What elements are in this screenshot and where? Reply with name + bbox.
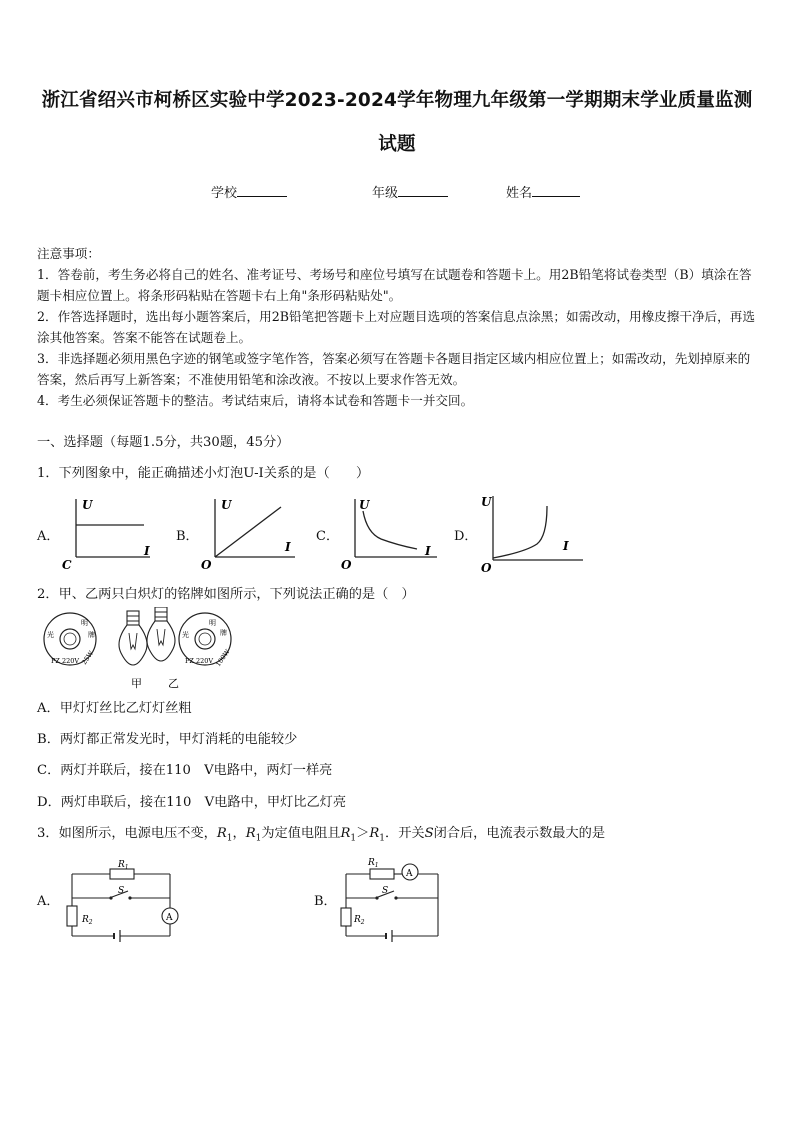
- question-1-stem: 1．下列图象中，能正确描述小灯泡U-I关系的是（ ）: [37, 466, 370, 481]
- notes-item: 2．作答选择题时，选出每小题答案后，用2B铅笔把答题卡上对应题目选项的答案信息点涂黑；如需改动，用橡皮擦干净后，再选涂其他答案。答案不能答在试题卷上。: [37, 309, 755, 345]
- resistor-r1: [370, 869, 394, 879]
- brand-right: 牌: [220, 629, 227, 637]
- lamp-a-nameplate: [44, 613, 96, 666]
- x-label: I: [425, 544, 431, 558]
- q3-circuit-a[interactable]: [62, 850, 186, 946]
- brand-right: 牌: [88, 631, 95, 639]
- y-label: U: [221, 498, 232, 512]
- q1-option-b-letter[interactable]: B．: [176, 529, 199, 544]
- lamp-b-label: 乙: [168, 677, 179, 690]
- y-label: U: [82, 498, 93, 512]
- q1-graph-d[interactable]: [475, 492, 587, 574]
- notes-item: 4．考生必须保证答题卡的整洁。考试结束后，请将本试卷和答题卡一并交回。: [37, 393, 474, 408]
- decreasing-curve: [363, 511, 417, 549]
- q2-option-b[interactable]: B．两灯都正常发光时，甲灯消耗的电能较少: [37, 732, 298, 747]
- notes-item: 1．答卷前，考生务必将自己的姓名、准考证号、考场号和座位号填写在试题卷和答题卡上。用2B铅笔将试卷类型（B）填涂在答题卡相应位置上。将条形码粘贴在答题卡右上角"条形码粘贴处"。: [37, 267, 752, 303]
- origin-label: O: [341, 558, 352, 571]
- section-heading: 一、选择题（每题1.5分，共30题，45分）: [37, 435, 290, 450]
- notes-item: 3．非选择题必须用黑色字迹的钢笔或签字笔作答，答案必须写在答题卡各题目指定区域内相应位置上；如需改动，先划掉原来的答案，然后再写上新答案；不准使用铅笔和涂改液。不按以上要求作答无效。: [37, 351, 751, 387]
- question-2-stem: 2．甲、乙两只白炽灯的铭牌如图所示，下列说法正确的是（ ）: [37, 587, 415, 602]
- q3-option-b-letter[interactable]: B．: [314, 894, 337, 909]
- increasing-curve: [493, 506, 547, 558]
- r1-label: $R_1$: [118, 860, 129, 871]
- x-label: I: [285, 540, 291, 554]
- x-label: I: [144, 544, 150, 558]
- q3-option-a-letter[interactable]: A．: [37, 894, 60, 909]
- r1-label: $R_1$: [368, 858, 379, 869]
- switch-label: S: [382, 886, 389, 896]
- lamp-a-label: 甲: [131, 677, 142, 690]
- question-3-stem: 3．如图所示，电源电压不变，$R_1$，$R_1$为定值电阻且$R_1>R_1$．开关S闭合后，电流表示数最大的是: [37, 826, 606, 844]
- school-field: [211, 182, 287, 201]
- grade-field: [372, 182, 448, 201]
- resistor-r2: [341, 908, 351, 926]
- brand-top: 明: [81, 619, 88, 627]
- y-label: U: [359, 498, 370, 512]
- power: 100W: [214, 647, 232, 669]
- notes-heading: 注意事项：: [37, 246, 100, 261]
- notes-block: [37, 243, 759, 411]
- y-label: U: [481, 495, 492, 509]
- ammeter-label: A: [166, 913, 173, 923]
- origin-label: O: [481, 561, 492, 574]
- q2-option-d[interactable]: D．两灯串联后，接在110 V电路中，甲灯比乙灯亮: [37, 795, 347, 810]
- lamp-b-nameplate: [179, 613, 232, 668]
- origin-label: C: [62, 558, 72, 571]
- lamp-a-bulb: [119, 611, 147, 665]
- q1-option-a-letter[interactable]: A．: [37, 529, 60, 544]
- power: 25W: [80, 649, 96, 667]
- q2-option-a[interactable]: A．甲灯灯丝比乙灯灯丝粗: [37, 701, 192, 716]
- page-title-line2: 试题: [378, 134, 416, 155]
- school-label: 学校: [211, 186, 238, 201]
- page-title: 浙江省绍兴市柯桥区实验中学2023-2024学年物理九年级第一学期期末学业质量监测: [41, 90, 753, 111]
- x-label: I: [563, 539, 569, 553]
- grade-blank[interactable]: [398, 184, 448, 197]
- brand-left: 光: [182, 631, 189, 639]
- rating: PZ 220V: [185, 657, 214, 665]
- name-blank[interactable]: [532, 184, 580, 197]
- school-blank[interactable]: [237, 184, 287, 197]
- lamp-b-bulb: [147, 607, 175, 661]
- switch-label: S: [118, 886, 125, 896]
- r2-label: $R_2$: [82, 915, 93, 926]
- name-field: [506, 182, 580, 201]
- rating: PZ 220V: [51, 657, 80, 665]
- r2-label: $R_2$: [354, 915, 365, 926]
- q3-circuit-b[interactable]: [340, 850, 450, 946]
- linear-line: [215, 507, 281, 557]
- q1-option-d-letter[interactable]: D．: [454, 529, 478, 544]
- q2-lamp-figure: [37, 607, 237, 691]
- q1-graph-b[interactable]: [197, 495, 301, 571]
- origin-label: O: [201, 558, 212, 571]
- grade-label: 年级: [372, 186, 399, 201]
- resistor-r1: [110, 869, 134, 879]
- ammeter-label: A: [406, 869, 413, 879]
- q1-option-c-letter[interactable]: C．: [316, 529, 339, 544]
- name-label: 姓名: [506, 186, 533, 201]
- q1-graph-a[interactable]: [58, 495, 158, 571]
- q2-option-c[interactable]: C．两灯并联后，接在110 V电路中，两灯一样亮: [37, 763, 333, 778]
- brand-left: 光: [47, 631, 54, 639]
- brand-top: 明: [209, 619, 216, 627]
- q1-graph-c[interactable]: [337, 495, 441, 571]
- resistor-r2: [67, 906, 77, 926]
